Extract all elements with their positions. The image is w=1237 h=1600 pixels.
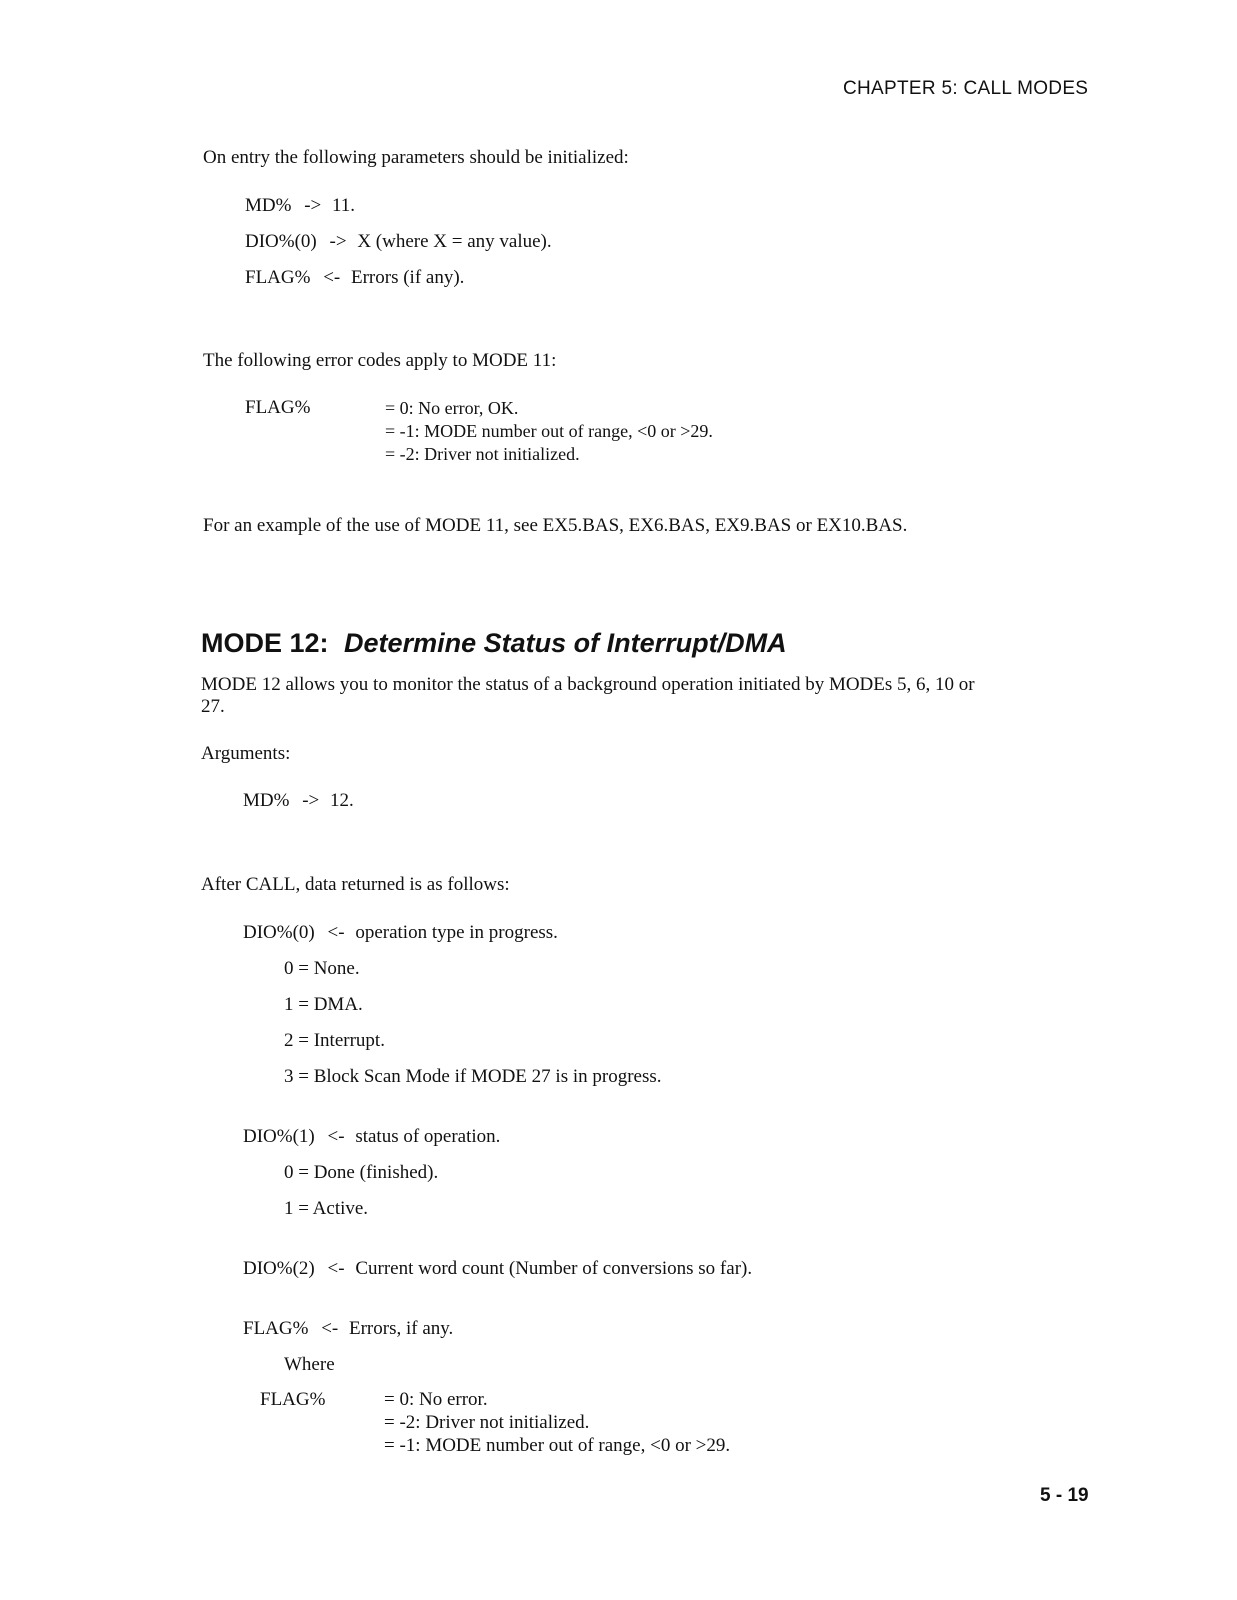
mode12-description-line1: MODE 12 allows you to monitor the status of a background operation initiated by MODEs 5, 6, 10 or bbox=[201, 674, 975, 695]
param-lhs: MD% bbox=[245, 195, 292, 216]
mode11-errors-intro: The following error codes apply to MODE 11: bbox=[203, 350, 557, 371]
where-label: Where bbox=[284, 1354, 335, 1375]
return-op: <- bbox=[321, 1318, 339, 1339]
param-lhs: MD% bbox=[243, 790, 290, 811]
return-row bbox=[243, 1318, 453, 1340]
error-code: = -2: Driver not initialized. bbox=[385, 444, 580, 464]
error-code: = 0: No error, OK. bbox=[385, 398, 519, 418]
return-op: <- bbox=[327, 1258, 345, 1279]
section-title-text: Determine Status of Interrupt/DMA bbox=[344, 628, 787, 658]
arguments-label: Arguments: bbox=[201, 743, 291, 764]
param-lhs: DIO%(0) bbox=[245, 231, 317, 252]
argument-row bbox=[243, 790, 354, 812]
error-code: = -2: Driver not initialized. bbox=[384, 1412, 590, 1433]
return-lhs: DIO%(1) bbox=[243, 1126, 315, 1147]
param-rhs: 11. bbox=[332, 195, 356, 216]
return-row bbox=[243, 922, 558, 944]
param-row bbox=[245, 267, 464, 289]
return-row bbox=[243, 1126, 500, 1148]
after-call-text: After CALL, data returned is as follows: bbox=[201, 874, 510, 895]
mode11-example: For an example of the use of MODE 11, see EX5.BAS, EX6.BAS, EX9.BAS or EX10.BAS. bbox=[203, 515, 908, 536]
return-rhs: operation type in progress. bbox=[355, 922, 558, 943]
flag-label: FLAG% bbox=[260, 1389, 326, 1410]
return-rhs: Errors, if any. bbox=[349, 1318, 454, 1339]
param-op: -> bbox=[302, 790, 320, 811]
param-lhs: FLAG% bbox=[245, 267, 311, 288]
page-number: 5 - 19 bbox=[1040, 1485, 1089, 1506]
value-item: 0 = Done (finished). bbox=[284, 1162, 439, 1183]
chapter-header: CHAPTER 5: CALL MODES bbox=[843, 78, 1089, 99]
mode12-description-line2: 27. bbox=[201, 696, 225, 717]
value-item: 2 = Interrupt. bbox=[284, 1030, 385, 1051]
param-op: <- bbox=[323, 267, 341, 288]
param-row bbox=[245, 231, 552, 253]
error-code: = -1: MODE number out of range, <0 or >29. bbox=[384, 1435, 731, 1456]
param-op: -> bbox=[329, 231, 347, 252]
section-title-prefix: MODE 12: bbox=[201, 628, 329, 658]
return-lhs: DIO%(2) bbox=[243, 1258, 315, 1279]
error-code: = -1: MODE number out of range, <0 or >29. bbox=[385, 421, 713, 441]
param-row bbox=[245, 195, 355, 217]
param-op: -> bbox=[304, 195, 322, 216]
return-op: <- bbox=[327, 1126, 345, 1147]
param-rhs: Errors (if any). bbox=[351, 267, 465, 288]
return-op: <- bbox=[327, 922, 345, 943]
mode11-intro: On entry the following parameters should be initialized: bbox=[203, 147, 629, 168]
return-rhs: status of operation. bbox=[355, 1126, 501, 1147]
return-row bbox=[243, 1258, 752, 1280]
error-code: = 0: No error. bbox=[384, 1389, 488, 1410]
param-rhs: X (where X = any value). bbox=[357, 231, 552, 252]
return-lhs: FLAG% bbox=[243, 1318, 309, 1339]
flag-label: FLAG% bbox=[245, 397, 311, 418]
return-rhs: Current word count (Number of conversions so far). bbox=[355, 1258, 753, 1279]
value-item: 1 = Active. bbox=[284, 1198, 369, 1219]
param-rhs: 12. bbox=[330, 790, 354, 811]
value-item: 0 = None. bbox=[284, 958, 360, 979]
section-title bbox=[201, 628, 787, 659]
value-item: 1 = DMA. bbox=[284, 994, 363, 1015]
return-lhs: DIO%(0) bbox=[243, 922, 315, 943]
value-item: 3 = Block Scan Mode if MODE 27 is in progress. bbox=[284, 1066, 662, 1087]
